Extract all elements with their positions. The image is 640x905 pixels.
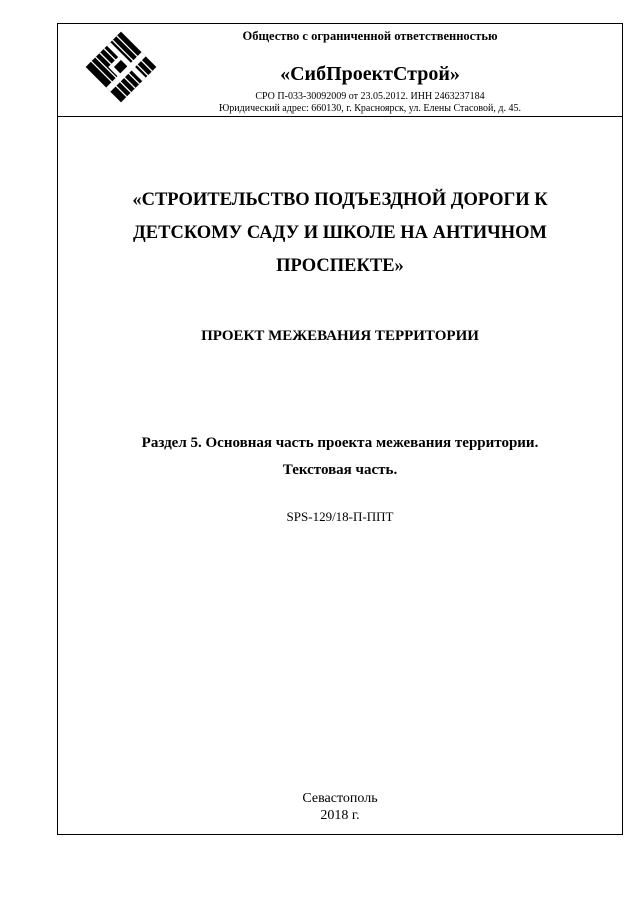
section-title-line: Раздел 5. Основная часть проекта межевания территории. (141, 435, 539, 451)
organization-name: «СибПроектСтрой» (280, 63, 460, 85)
project-title-line: «СТРОИТЕЛЬСТВО ПОДЪЕЗДНОЙ ДОРОГИ К (132, 190, 548, 210)
document-code: SPS-129/18-П-ППТ (286, 509, 394, 524)
sro-registration: СРО П-033-30092009 от 23.05.2012. ИНН 2463237184 (255, 91, 485, 102)
year: 2018 г. (320, 808, 360, 823)
project-subtitle: ПРОЕКТ МЕЖЕВАНИЯ ТЕРРИТОРИИ (201, 328, 479, 344)
section-title (68, 430, 612, 484)
header-divider (58, 116, 622, 117)
project-title-line: ДЕТСКОМУ САДУ И ШКОЛЕ НА АНТИЧНОМ (133, 223, 547, 243)
legal-address: Юридический адрес: 660130, г. Красноярск, ул. Елены Стасовой, д. 45. (219, 103, 521, 114)
organization-type: Общество с ограниченной ответственностью (242, 29, 498, 43)
project-title (78, 184, 602, 283)
place-and-year (58, 790, 622, 824)
document-frame (57, 23, 623, 835)
section-title-line: Текстовая часть. (282, 462, 398, 478)
project-title-line: ПРОСПЕКТЕ» (276, 256, 404, 276)
city: Севастополь (302, 791, 378, 806)
